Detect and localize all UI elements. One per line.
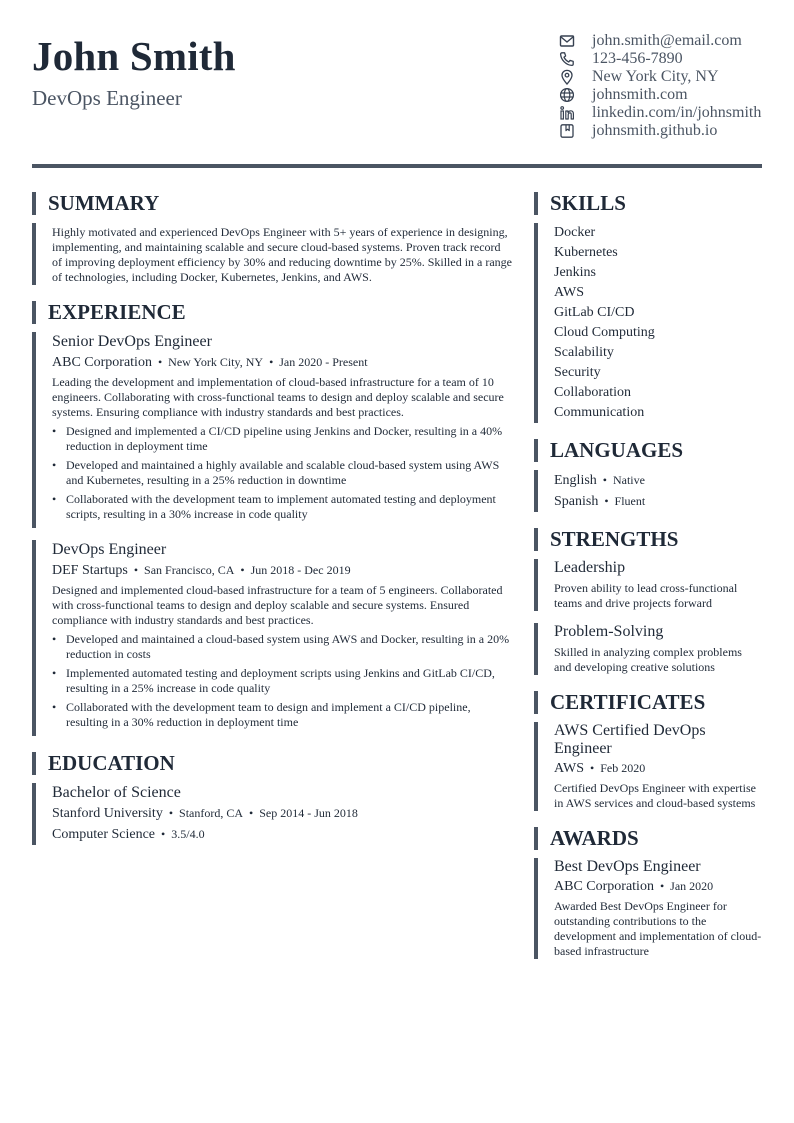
strength-item — [534, 559, 762, 611]
separator-dot: • — [161, 827, 166, 841]
skill-item: Cloud Computing — [554, 325, 655, 340]
experience-job-1 — [32, 332, 512, 528]
education-field-row — [52, 824, 512, 845]
skills-section — [534, 223, 762, 423]
job-1-bullets — [52, 424, 512, 522]
contact-portfolio[interactable] — [559, 122, 774, 140]
summary-text: Highly motivated and experienced DevOps Engineer with 5+ years of experience in designing, implementing, and maintaining scalable and secure cloud-based systems. Proven track record of improving deployment efficiency by 30% and reducing downtime by 25%. Skilled in a range of technologies, including Docker, Kubernetes, Jenkins, and AWS. — [52, 225, 513, 284]
skill-item: Docker — [554, 225, 596, 240]
candidate-title: DevOps Engineer — [32, 86, 182, 110]
strength-description: Skilled in analyzing complex problems and developing creative solutions — [554, 645, 742, 674]
globe-icon — [559, 87, 575, 103]
skill-item: Kubernetes — [554, 245, 618, 260]
education-gpa: 3.5/4.0 — [171, 827, 205, 841]
summary-heading: SUMMARY — [32, 192, 512, 215]
job-2-meta — [52, 560, 512, 581]
education-degree: Bachelor of Science — [52, 784, 181, 801]
skill-item: Security — [554, 365, 601, 380]
awards-heading: AWARDS — [534, 827, 762, 850]
award-item — [534, 858, 762, 959]
language-item — [554, 491, 762, 512]
list-item: • Implemented automated testing and deployment scripts using Jenkins and GitLab CI/CD, resulting in a 25% increase in code quality — [52, 666, 512, 696]
contact-portfolio-text[interactable]: johnsmith.github.io — [592, 122, 718, 139]
education-school: Stanford University — [52, 806, 163, 821]
certificate-issuer: AWS — [554, 761, 584, 776]
left-column — [32, 192, 512, 845]
list-item: • Collaborated with the development team to implement automated testing and deployment scripts, resulting in a 30% increase in code quality — [52, 492, 512, 522]
award-description: Awarded Best DevOps Engineer for outstanding contributions to the development and implementation of cloud-based infrastructure — [554, 899, 762, 958]
education-section — [32, 783, 512, 845]
list-item: • Designed and implemented a CI/CD pipeline using Jenkins and Docker, resulting in a 40% reduction in deployment time — [52, 424, 512, 454]
strength-title: Problem-Solving — [554, 623, 664, 640]
job-2-bullets — [52, 632, 512, 730]
job-2-description: Designed and implemented cloud-based infrastructure for a team of 5 engineers. Collaborated with cross-functional teams to design and deploy scalable and secure systems. Ensured compliance with industry standards and best practices. — [52, 583, 503, 627]
certificates-heading: CERTIFICATES — [534, 691, 762, 714]
job-1-description: Leading the development and implementation of cloud-based infrastructure for a team of 10 engineers. Collaborating with cross-functional teams to design and deploy scalable and secure systems. Ensuring compliance with industry standards and best practices. — [52, 375, 504, 419]
envelope-icon — [559, 33, 575, 49]
experience-job-2 — [32, 540, 512, 736]
language-level: Fluent — [614, 494, 646, 508]
contact-linkedin[interactable] — [559, 104, 774, 122]
strength-description: Proven ability to lead cross-functional teams and drive projects forward — [554, 581, 738, 610]
experience-heading: EXPERIENCE — [32, 301, 512, 324]
award-issuer: ABC Corporation — [554, 879, 654, 894]
contact-location — [559, 68, 774, 86]
language-level: Native — [612, 473, 645, 487]
job-1-company: ABC Corporation — [52, 355, 152, 370]
job-1-meta — [52, 352, 512, 373]
language-name: Spanish — [554, 494, 599, 509]
strength-item — [534, 623, 762, 675]
separator-dot: • — [157, 355, 163, 369]
header-divider — [32, 164, 762, 168]
candidate-name: John Smith — [32, 33, 236, 79]
job-2-location: San Francisco, CA — [144, 563, 235, 577]
phone-icon — [559, 51, 575, 67]
list-item: • Developed and maintained a highly available and scalable cloud-based system using AWS and Kubernetes, resulting in a 25% reduction in downtime — [52, 458, 512, 488]
contact-website[interactable] — [559, 86, 774, 104]
separator-dot: • — [240, 563, 245, 577]
separator-dot: • — [269, 355, 274, 369]
certificate-meta — [554, 758, 762, 779]
list-item: • Developed and maintained a cloud-based system using AWS and Docker, resulting in a 20% reduction in costs — [52, 632, 512, 662]
job-2-title: DevOps Engineer — [52, 541, 167, 558]
education-dates: Sep 2014 - Jun 2018 — [259, 806, 358, 820]
contact-phone-text[interactable]: 123-456-7890 — [592, 50, 683, 67]
award-date: Jan 2020 — [670, 879, 714, 893]
contact-list — [559, 32, 774, 140]
job-1-title: Senior DevOps Engineer — [52, 333, 212, 350]
resume-header — [32, 30, 762, 166]
strengths-heading: STRENGTHS — [534, 528, 762, 551]
summary-section — [32, 223, 512, 285]
bookmark-icon — [559, 123, 575, 139]
skills-heading: SKILLS — [534, 192, 762, 215]
contact-email-text[interactable]: john.smith@email.com — [592, 32, 742, 49]
languages-section — [534, 470, 762, 512]
skill-item: AWS — [554, 285, 584, 300]
contact-phone[interactable] — [559, 50, 774, 68]
location-pin-icon — [559, 69, 575, 85]
list-item: • Collaborated with the development team to design and implement a CI/CD pipeline, resulting in a 30% reduction in deployment time — [52, 700, 512, 730]
award-title: Best DevOps Engineer — [554, 858, 701, 875]
contact-location-text: New York City, NY — [592, 68, 719, 85]
skill-item: GitLab CI/CD — [554, 305, 635, 320]
education-field: Computer Science — [52, 827, 156, 842]
skill-item: Scalability — [554, 345, 614, 360]
job-2-company: DEF Startups — [52, 563, 128, 578]
job-1-dates: Jan 2020 - Present — [279, 355, 368, 369]
contact-email[interactable] — [559, 32, 774, 50]
award-meta — [554, 876, 762, 897]
strength-title: Leadership — [554, 559, 626, 576]
right-column — [534, 192, 762, 959]
separator-dot: • — [133, 563, 139, 577]
certificate-date: Feb 2020 — [600, 761, 646, 775]
skill-item: Communication — [554, 405, 645, 420]
separator-dot: • — [590, 761, 595, 775]
language-name: English — [554, 473, 597, 488]
contact-linkedin-text[interactable]: linkedin.com/in/johnsmith — [592, 104, 762, 121]
education-location: Stanford, CA — [179, 806, 244, 820]
job-2-dates: Jun 2018 - Dec 2019 — [250, 563, 351, 577]
separator-dot: • — [168, 806, 174, 820]
certificate-item — [534, 722, 762, 811]
job-1-location: New York City, NY — [168, 355, 264, 369]
certificate-title: AWS Certified DevOps Engineer — [554, 722, 706, 757]
skill-item: Collaboration — [554, 385, 631, 400]
education-heading: EDUCATION — [32, 752, 512, 775]
language-item — [554, 470, 762, 491]
linkedin-icon — [559, 105, 575, 121]
education-meta — [52, 803, 512, 824]
contact-website-text[interactable]: johnsmith.com — [592, 86, 688, 103]
skill-item: Jenkins — [554, 265, 596, 280]
certificate-description: Certified DevOps Engineer with expertise in AWS services and cloud-based systems — [554, 781, 756, 810]
separator-dot: • — [659, 879, 665, 893]
separator-dot: • — [249, 806, 254, 820]
separator-dot: • — [602, 473, 607, 487]
separator-dot: • — [604, 494, 609, 508]
languages-heading: LANGUAGES — [534, 439, 762, 462]
